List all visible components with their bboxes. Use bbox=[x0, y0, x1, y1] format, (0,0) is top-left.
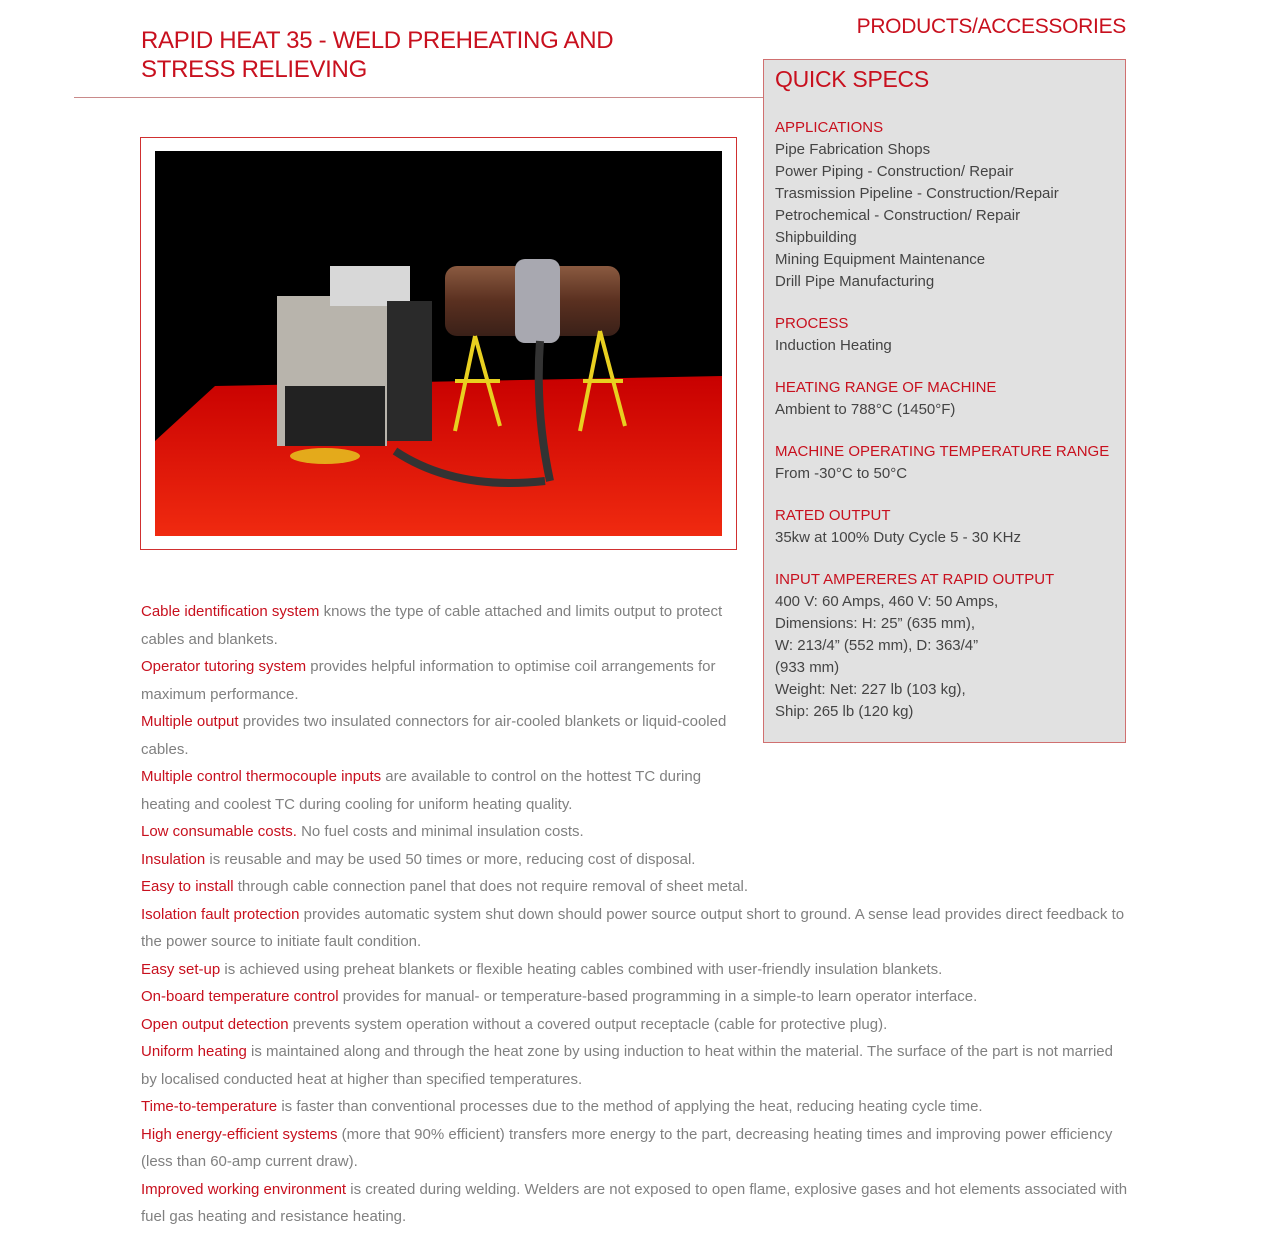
feature-label: Low consumable costs. bbox=[141, 823, 297, 840]
spec-section bbox=[775, 441, 1120, 485]
spec-line: Ambient to 788°C (1450°F) bbox=[775, 401, 956, 418]
feature-text: provides automatic system shut down should power source output short to ground. A sense lead provides direct feedback to the power source to initiate fault condition. bbox=[141, 905, 1125, 950]
feature-label: Time-to-temperature bbox=[141, 1098, 278, 1115]
feature-label: On-board temperature control bbox=[141, 988, 339, 1005]
spec-heading: APPLICATIONS bbox=[775, 119, 884, 136]
feature-item bbox=[141, 1121, 1131, 1176]
spec-heading: INPUT AMPERERES AT RAPID OUTPUT bbox=[775, 571, 1055, 588]
feature-text: is reusable and may be used 50 times or more, reducing cost of disposal. bbox=[205, 850, 696, 868]
spec-heading: HEATING RANGE OF MACHINE bbox=[775, 379, 997, 396]
feature-text: is maintained along and through the heat zone by using induction to heat within the material. The surface of the part is not married by localised conducted heat at higher than specified temperatures. bbox=[141, 1043, 1113, 1088]
feature-text: through cable connection panel that does not require removal of sheet metal. bbox=[233, 878, 749, 895]
spec-line: Drill Pipe Manufacturing bbox=[775, 273, 935, 290]
feature-label: Operator tutoring system bbox=[141, 658, 307, 675]
feature-item bbox=[141, 873, 1131, 901]
spec-section bbox=[775, 117, 1120, 293]
title-line-2: STRESS RELIEVING bbox=[141, 56, 367, 83]
induction-heater-image bbox=[155, 151, 722, 536]
feature-text: provides for manual- or temperature-based programming in a simple-to learn operator interface. bbox=[338, 988, 978, 1005]
spec-line: Induction Heating bbox=[775, 337, 892, 354]
product-photo bbox=[155, 151, 722, 536]
title-line-1: RAPID HEAT 35 - WELD PREHEATING AND bbox=[141, 27, 614, 54]
spec-line: (933 mm) bbox=[775, 659, 840, 676]
spec-line: 35kw at 100% Duty Cycle 5 - 30 KHz bbox=[775, 529, 1021, 546]
spec-line: Dimensions: H: 25” (635 mm), bbox=[775, 615, 976, 632]
feature-text: knows the type of cable attached and limits output to protect cables and blankets. bbox=[141, 603, 723, 648]
spec-line: Ship: 265 lb (120 kg) bbox=[775, 703, 914, 720]
header-divider bbox=[74, 97, 764, 98]
feature-label: Multiple output bbox=[141, 713, 239, 730]
feature-item bbox=[141, 846, 1131, 874]
spec-line: W: 213/4” (552 mm), D: 363/4” bbox=[775, 637, 979, 654]
feature-label: Isolation fault protection bbox=[141, 905, 300, 923]
feature-item bbox=[141, 1038, 1131, 1093]
spec-line: From -30°C to 50°C bbox=[775, 465, 908, 482]
feature-text: No fuel costs and minimal insulation costs. bbox=[296, 823, 584, 840]
spec-heading: MACHINE OPERATING TEMPERATURE RANGE bbox=[775, 443, 1110, 460]
spec-line: Mining Equipment Maintenance bbox=[775, 251, 986, 268]
spec-heading: PROCESS bbox=[775, 315, 849, 332]
spec-section bbox=[775, 377, 1120, 421]
quick-specs-title: QUICK SPECS bbox=[775, 66, 929, 92]
feature-item bbox=[141, 1176, 1131, 1231]
feature-item bbox=[141, 818, 1131, 846]
feature-text: (more that 90% efficient) transfers more energy to the part, decreasing heating times and improving power efficiency (less than 60-amp current draw). bbox=[141, 1125, 1113, 1170]
feature-item bbox=[141, 901, 1131, 956]
feature-label: Uniform heating bbox=[141, 1043, 247, 1060]
feature-item bbox=[141, 1093, 1131, 1121]
feature-item bbox=[141, 598, 739, 653]
breadcrumb-products-accessories[interactable]: PRODUCTS/ACCESSORIES bbox=[856, 15, 1126, 38]
feature-item bbox=[141, 708, 739, 763]
feature-item bbox=[141, 983, 1131, 1011]
feature-text: is faster than conventional processes due to the method of applying the heat, reducing heating cycle time. bbox=[277, 1098, 983, 1115]
feature-item bbox=[141, 763, 739, 818]
feature-list bbox=[141, 598, 1131, 1231]
feature-label: Multiple control thermocouple inputs bbox=[141, 768, 382, 785]
spec-line: 400 V: 60 Amps, 460 V: 50 Amps, bbox=[775, 593, 999, 610]
feature-text: prevents system operation without a covered output receptacle (cable for protective plug). bbox=[288, 1015, 888, 1033]
spec-line: Weight: Net: 227 lb (103 kg), bbox=[775, 681, 966, 698]
product-image-frame bbox=[140, 137, 737, 550]
spec-section bbox=[775, 313, 1120, 357]
feature-text: is achieved using preheat blankets or flexible heating cables combined with user-friendly insulation blankets. bbox=[220, 960, 943, 978]
feature-label: Insulation bbox=[141, 850, 206, 868]
feature-item bbox=[141, 1011, 1131, 1039]
page-title bbox=[141, 26, 613, 84]
feature-item bbox=[141, 653, 739, 708]
feature-text: is created during welding. Welders are not exposed to open flame, explosive gases and hot elements associated with fuel gas heating and resistance heating. bbox=[141, 1180, 1128, 1225]
spec-line: Pipe Fabrication Shops bbox=[775, 141, 931, 158]
spec-line: Power Piping - Construction/ Repair bbox=[775, 163, 1014, 180]
feature-text: provides helpful information to optimise coil arrangements for maximum performance. bbox=[141, 658, 716, 703]
feature-label: Easy to install bbox=[141, 878, 234, 895]
spec-line: Petrochemical - Construction/ Repair bbox=[775, 207, 1021, 224]
spec-heading: RATED OUTPUT bbox=[775, 507, 891, 524]
spec-section bbox=[775, 505, 1120, 549]
feature-label: Open output detection bbox=[141, 1015, 289, 1033]
feature-text: are available to control on the hottest TC during heating and coolest TC during cooling for uniform heating quality. bbox=[141, 768, 702, 813]
feature-label: Cable identification system bbox=[141, 603, 320, 620]
spec-line: Trasmission Pipeline - Construction/Repair bbox=[775, 185, 1059, 202]
feature-label: Improved working environment bbox=[141, 1180, 347, 1198]
feature-text: provides two insulated connectors for air-cooled blankets or liquid-cooled cables. bbox=[141, 713, 727, 758]
feature-item bbox=[141, 956, 1131, 984]
feature-label: Easy set-up bbox=[141, 960, 221, 978]
feature-label: High energy-efficient systems bbox=[141, 1125, 338, 1143]
spec-line: Shipbuilding bbox=[775, 229, 857, 246]
